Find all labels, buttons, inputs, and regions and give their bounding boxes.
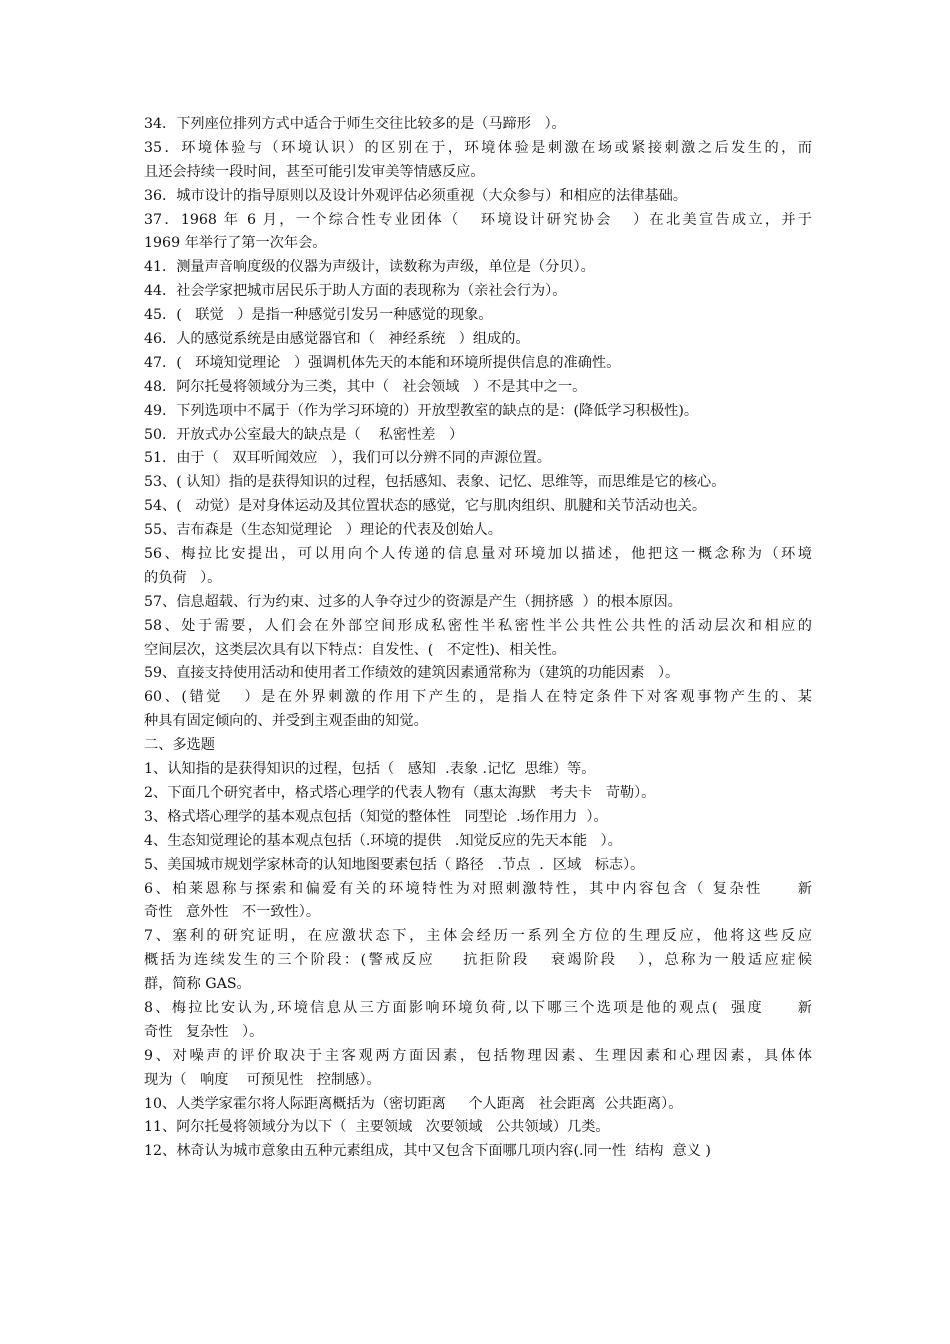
document-page	[144, 113, 812, 1164]
text-line: 10、人类学家霍尔将人际距离概括为（密切距离 个人距离 社会距离 公共距离）。	[144, 1095, 683, 1112]
text-line: 41．测量声音响度级的仪器为声级计，读数称为声级，单位是（分贝）。	[144, 259, 595, 276]
text-line: 50．开放式办公室最大的缺点是（ 私密性差 ）	[144, 426, 464, 443]
text-line: 49．下列选项中不属于（作为学习环境的）开放型教室的缺点的是：(降低学习积极性)。	[144, 402, 699, 419]
text-line: 47．( 环境知觉理论 ）强调机体先天的本能和环境所提供信息的准确性。	[144, 354, 621, 371]
text-line: 48．阿尔托曼将领域分为三类，其中（ 社会领域 ）不是其中之一。	[144, 378, 587, 395]
text-line: 11、阿尔托曼将领域分为以下（ 主要领域 次要领域 公共领域）几类。	[144, 1119, 610, 1136]
text-line: 8、梅拉比安认为,环境信息从三方面影响环境负荷,以下哪三个选项是他的观点( 强度 新	[144, 999, 812, 1016]
text-line: 55、吉布森是（生态知觉理论 ）理论的代表及创始人。	[144, 522, 502, 539]
text-line: 2、下面几个研究者中，格式塔心理学的代表人物有（惠太海默 考夫卡 苛勒）。	[144, 784, 656, 801]
text-line: 51．由于（ 双耳听闻效应 ），我们可以分辨不同的声源位置。	[144, 450, 551, 467]
text-line: 53、( 认知）指的是获得知识的过程，包括感知、表象、记忆、思维等，而思维是它的核心。	[144, 474, 726, 491]
text-line: 奇性 意外性 不一致性）。	[144, 904, 321, 921]
text-line: 57、信息超载、行为约束、过多的人争夺过少的资源是产生（拥挤感 ）的根本原因。	[144, 593, 682, 610]
text-line: 37．1968 年 6 月，一个综合性专业团体（ 环境设计研究协会 ）在北美宣告成立，并于	[144, 211, 812, 228]
text-line: 54、( 动觉）是对身体运动及其位置状态的感觉，它与肌肉组织、肌腱和关节活动也关。	[144, 498, 707, 515]
text-line: 9、对噪声的评价取决于主客观两方面因素，包括物理因素、生理因素和心理因素，具体体	[144, 1047, 812, 1064]
text-line: 45．( 联觉 ）是指一种感觉引发另一种感觉的现象。	[144, 307, 493, 324]
text-line: 12、林奇认为城市意象由五种元素组成，其中又包含下面哪几项内容(.同一性 结构 意义 )	[144, 1143, 711, 1160]
text-line: 空间层次，这类层次具有以下特点：自发性、( 不定性)、相关性。	[144, 641, 566, 658]
text-line: 34．下列座位排列方式中适合于师生交往比较多的是（马蹄形 ）。	[144, 116, 566, 132]
text-line: 44．社会学家把城市居民乐于助人方面的表现称为（亲社会行为）。	[144, 283, 567, 300]
text-line: 6、柏莱恩称与探索和偏爱有关的环境特性为对照刺激特性，其中内容包含（ 复杂性 新	[144, 880, 812, 897]
text-line: 的负荷 ）。	[144, 569, 222, 586]
text-line: 58、处于需要，人们会在外部空间形成私密性半私密性半公共性公共性的活动层次和相应的	[144, 617, 812, 634]
text-line: 56、梅拉比安提出，可以用向个人传递的信息量对环境加以描述，他把这一概念称为（环境	[144, 546, 812, 563]
section-heading: 二、多选题	[144, 737, 215, 754]
text-line: 现为（ 响度 可预见性 控制感）。	[144, 1071, 381, 1088]
text-line: 群，简称 GAS。	[144, 976, 251, 993]
text-line: 7、塞利的研究证明，在应激状态下，主体会经历一系列全方位的生理反应，他将这些反应	[144, 928, 812, 945]
text-line: 且还会持续一段时间，甚至可能引发审美等情感反应。	[144, 163, 485, 180]
text-line: 奇性 复杂性 ）。	[144, 1023, 264, 1040]
text-line: 46．人的感觉系统是由感觉器官和（ 神经系统 ）组成的。	[144, 331, 530, 348]
text-line: 59、直接支持使用活动和使用者工作绩效的建筑因素通常称为（建筑的功能因素 ）。	[144, 665, 680, 682]
text-line: 35．环境体验与（环境认识）的区别在于，环境体验是刺激在场或紧接刺激之后发生的，而	[144, 139, 812, 156]
text-line: 5、美国城市规划学家林奇的认知地图要素包括（ 路径 .节点 . 区域 标志）。	[144, 856, 645, 873]
text-line: 60、(错觉 ）是在外界刺激的作用下产生的，是指人在特定条件下对客观事物产生的、某	[144, 689, 812, 706]
text-line: 1、认知指的是获得知识的过程，包括（ 感知 .表象 .记忆 思维）等。	[144, 761, 596, 778]
text-line: 1969 年举行了第一次年会。	[144, 235, 327, 252]
text-line: 种具有固定倾向的、并受到主观歪曲的知觉。	[144, 713, 428, 730]
text-line: 3、格式塔心理学的基本观点包括（知觉的整体性 同型论 .场作用力 ）。	[144, 808, 608, 825]
text-line: 4、生态知觉理论的基本观点包括（.环境的提供 .知觉反应的先天本能 ）。	[144, 832, 622, 849]
text-line: 36．城市设计的指导原则以及设计外观评估必须重视（大众参与）和相应的法律基础。	[144, 187, 687, 204]
text-line: 概括为连续发生的三个阶段：(警戒反应 抗拒阶段 衰竭阶段 ），总称为一般适应症候	[144, 952, 812, 969]
